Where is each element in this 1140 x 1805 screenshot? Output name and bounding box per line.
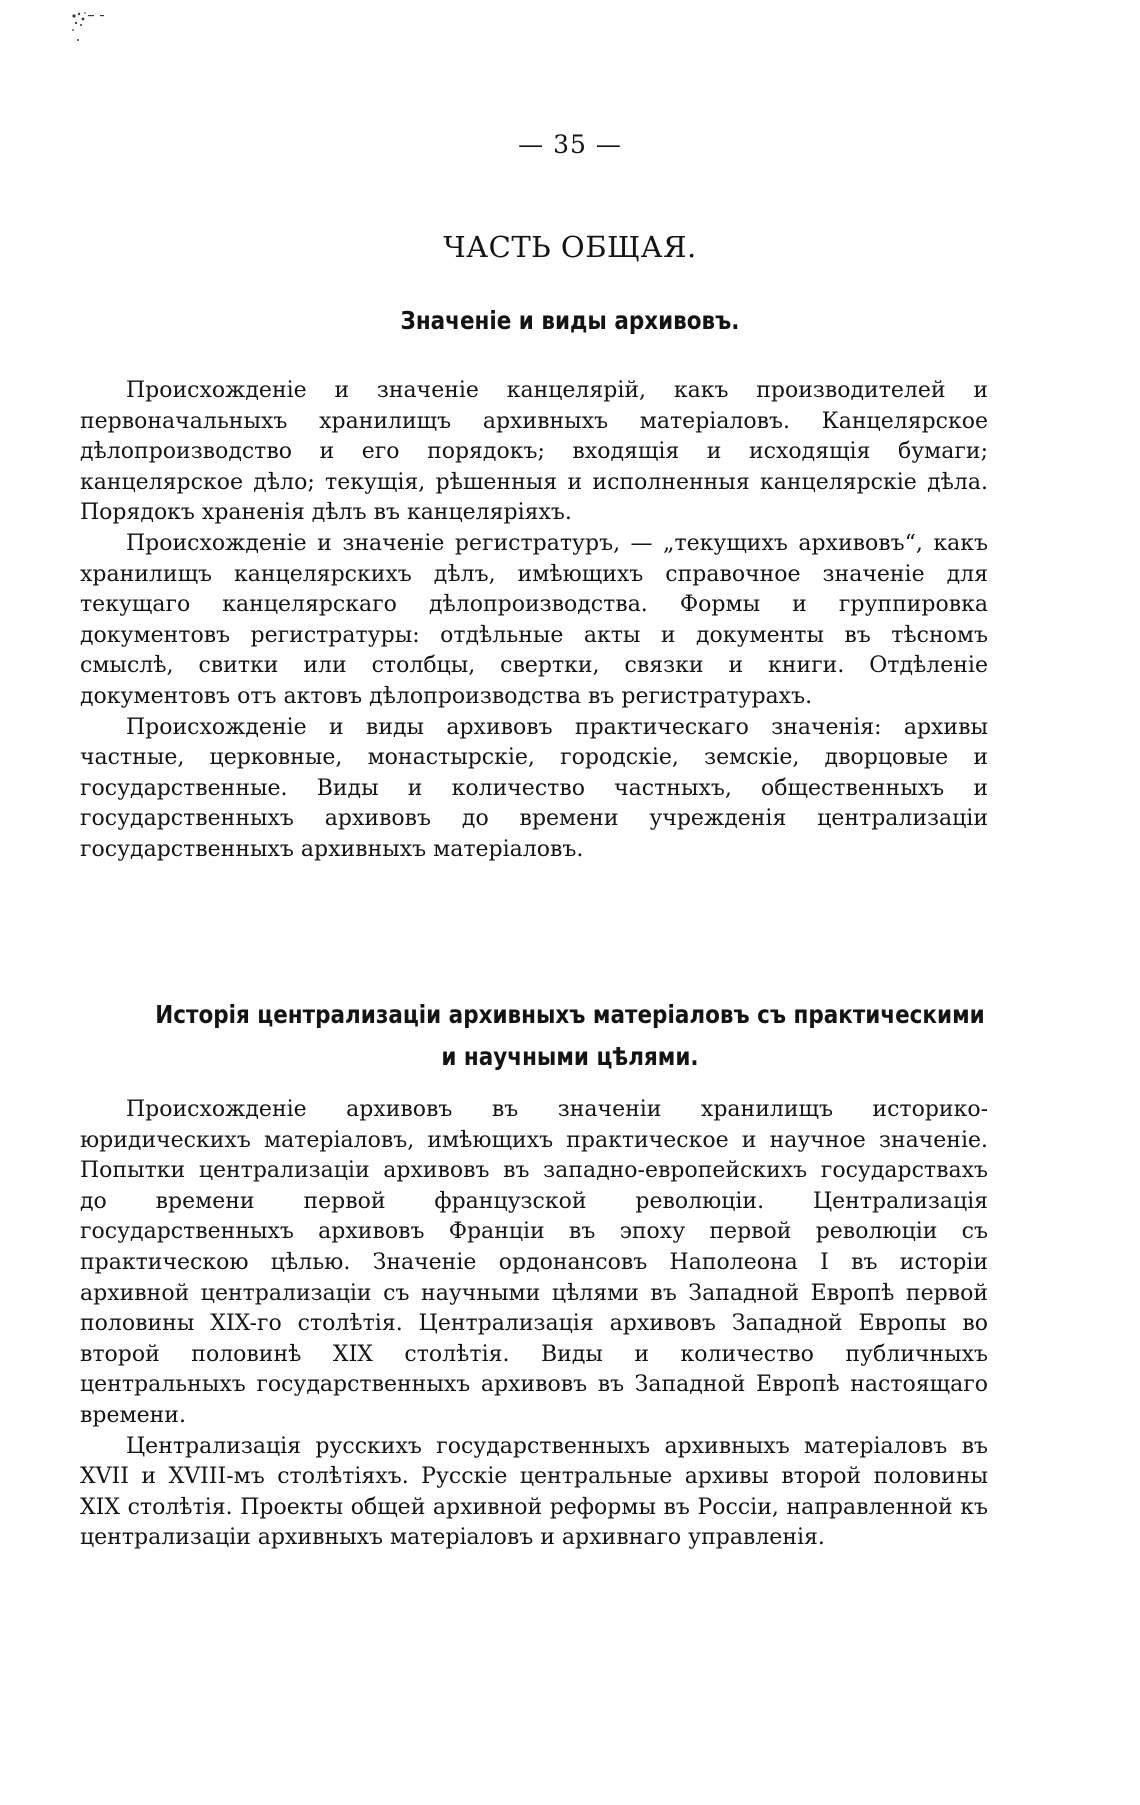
paragraph: Происхожденіе и значеніе канцелярій, какъ производителей и первоначальныхъ хранилищъ архивныхъ матеріаловъ. Канцелярское дѣлопроизводство и его порядокъ; входящія и исходящія бумаги; канцелярское дѣло; текущія, рѣшенныя и исполненныя канцелярскіе дѣла. Порядокъ храненія дѣлъ въ канцеляріяхъ.: [80, 378, 988, 526]
part-title: ЧАСТЬ ОБЩАЯ.: [443, 230, 697, 264]
paragraph: Централизація русскихъ государственныхъ архивныхъ матеріаловъ въ XVII и XVIII-мъ столѣтіяхъ. Русскіе центральные архивы второй половины XIX столѣтія. Проекты общей архивной реформы въ Россіи, направленной къ централизаціи архивныхъ матеріаловъ и архивнаго управленія.: [80, 1433, 988, 1551]
section-heading-archive-types: Значеніе и виды архивовъ.: [400, 306, 740, 335]
section-body-centralization-history: [80, 1095, 988, 1554]
section-heading-line: и научными цѣлями.: [441, 1042, 699, 1071]
page-number: — 35 —: [518, 130, 622, 159]
ink-smudge-icon: [70, 10, 110, 50]
paragraph: Происхожденіе и значеніе регистратуръ, — „текущихъ архивовъ“, какъ хранилищъ канцелярскихъ дѣлъ, имѣющихъ справочное значеніе для текущаго канцелярскаго дѣлопроизводства. Формы и группировка документовъ регистратуры: отдѣльные акты и документы въ тѣсномъ смыслѣ, свитки или столбцы, свертки, связки и книги. Отдѣленіе документовъ отъ актовъ дѣлопроизводства въ регистратурахъ.: [80, 530, 988, 709]
paragraph: Происхожденіе архивовъ въ значеніи хранилищъ историко-юридическихъ матеріаловъ, имѣющихъ практическое и научное значеніе. Попытки централизаціи архивовъ въ западно-европейскихъ государствахъ до времени первой французской революціи. Централизація государственныхъ архивовъ Франціи въ эпоху первой революціи съ практическою цѣлью. Значеніе ордонансовъ Наполеона I въ исторіи архивной централизаціи съ научными цѣлями въ Западной Европѣ первой половины XIX-го столѣтія. Централизація архивовъ Западной Европы во второй половинѣ XIX столѣтія. Виды и количество публичныхъ центральныхъ государственныхъ архивовъ въ Западной Европѣ настоящаго времени.: [80, 1097, 988, 1428]
paragraph: Происхожденіе и виды архивовъ практическаго значенія: архивы частные, церковные, монастырскіе, городскіе, земскіе, дворцовые и государственные. Виды и количество частныхъ, общественныхъ и государственныхъ архивовъ до времени учрежденія централизаціи государственныхъ архивныхъ матеріаловъ.: [80, 714, 988, 862]
section-heading-line: Исторія централизаціи архивныхъ матеріаловъ съ практическими: [155, 1000, 985, 1029]
section-heading-centralization-history: [80, 994, 1060, 1078]
section-body-archive-types: [80, 376, 988, 866]
